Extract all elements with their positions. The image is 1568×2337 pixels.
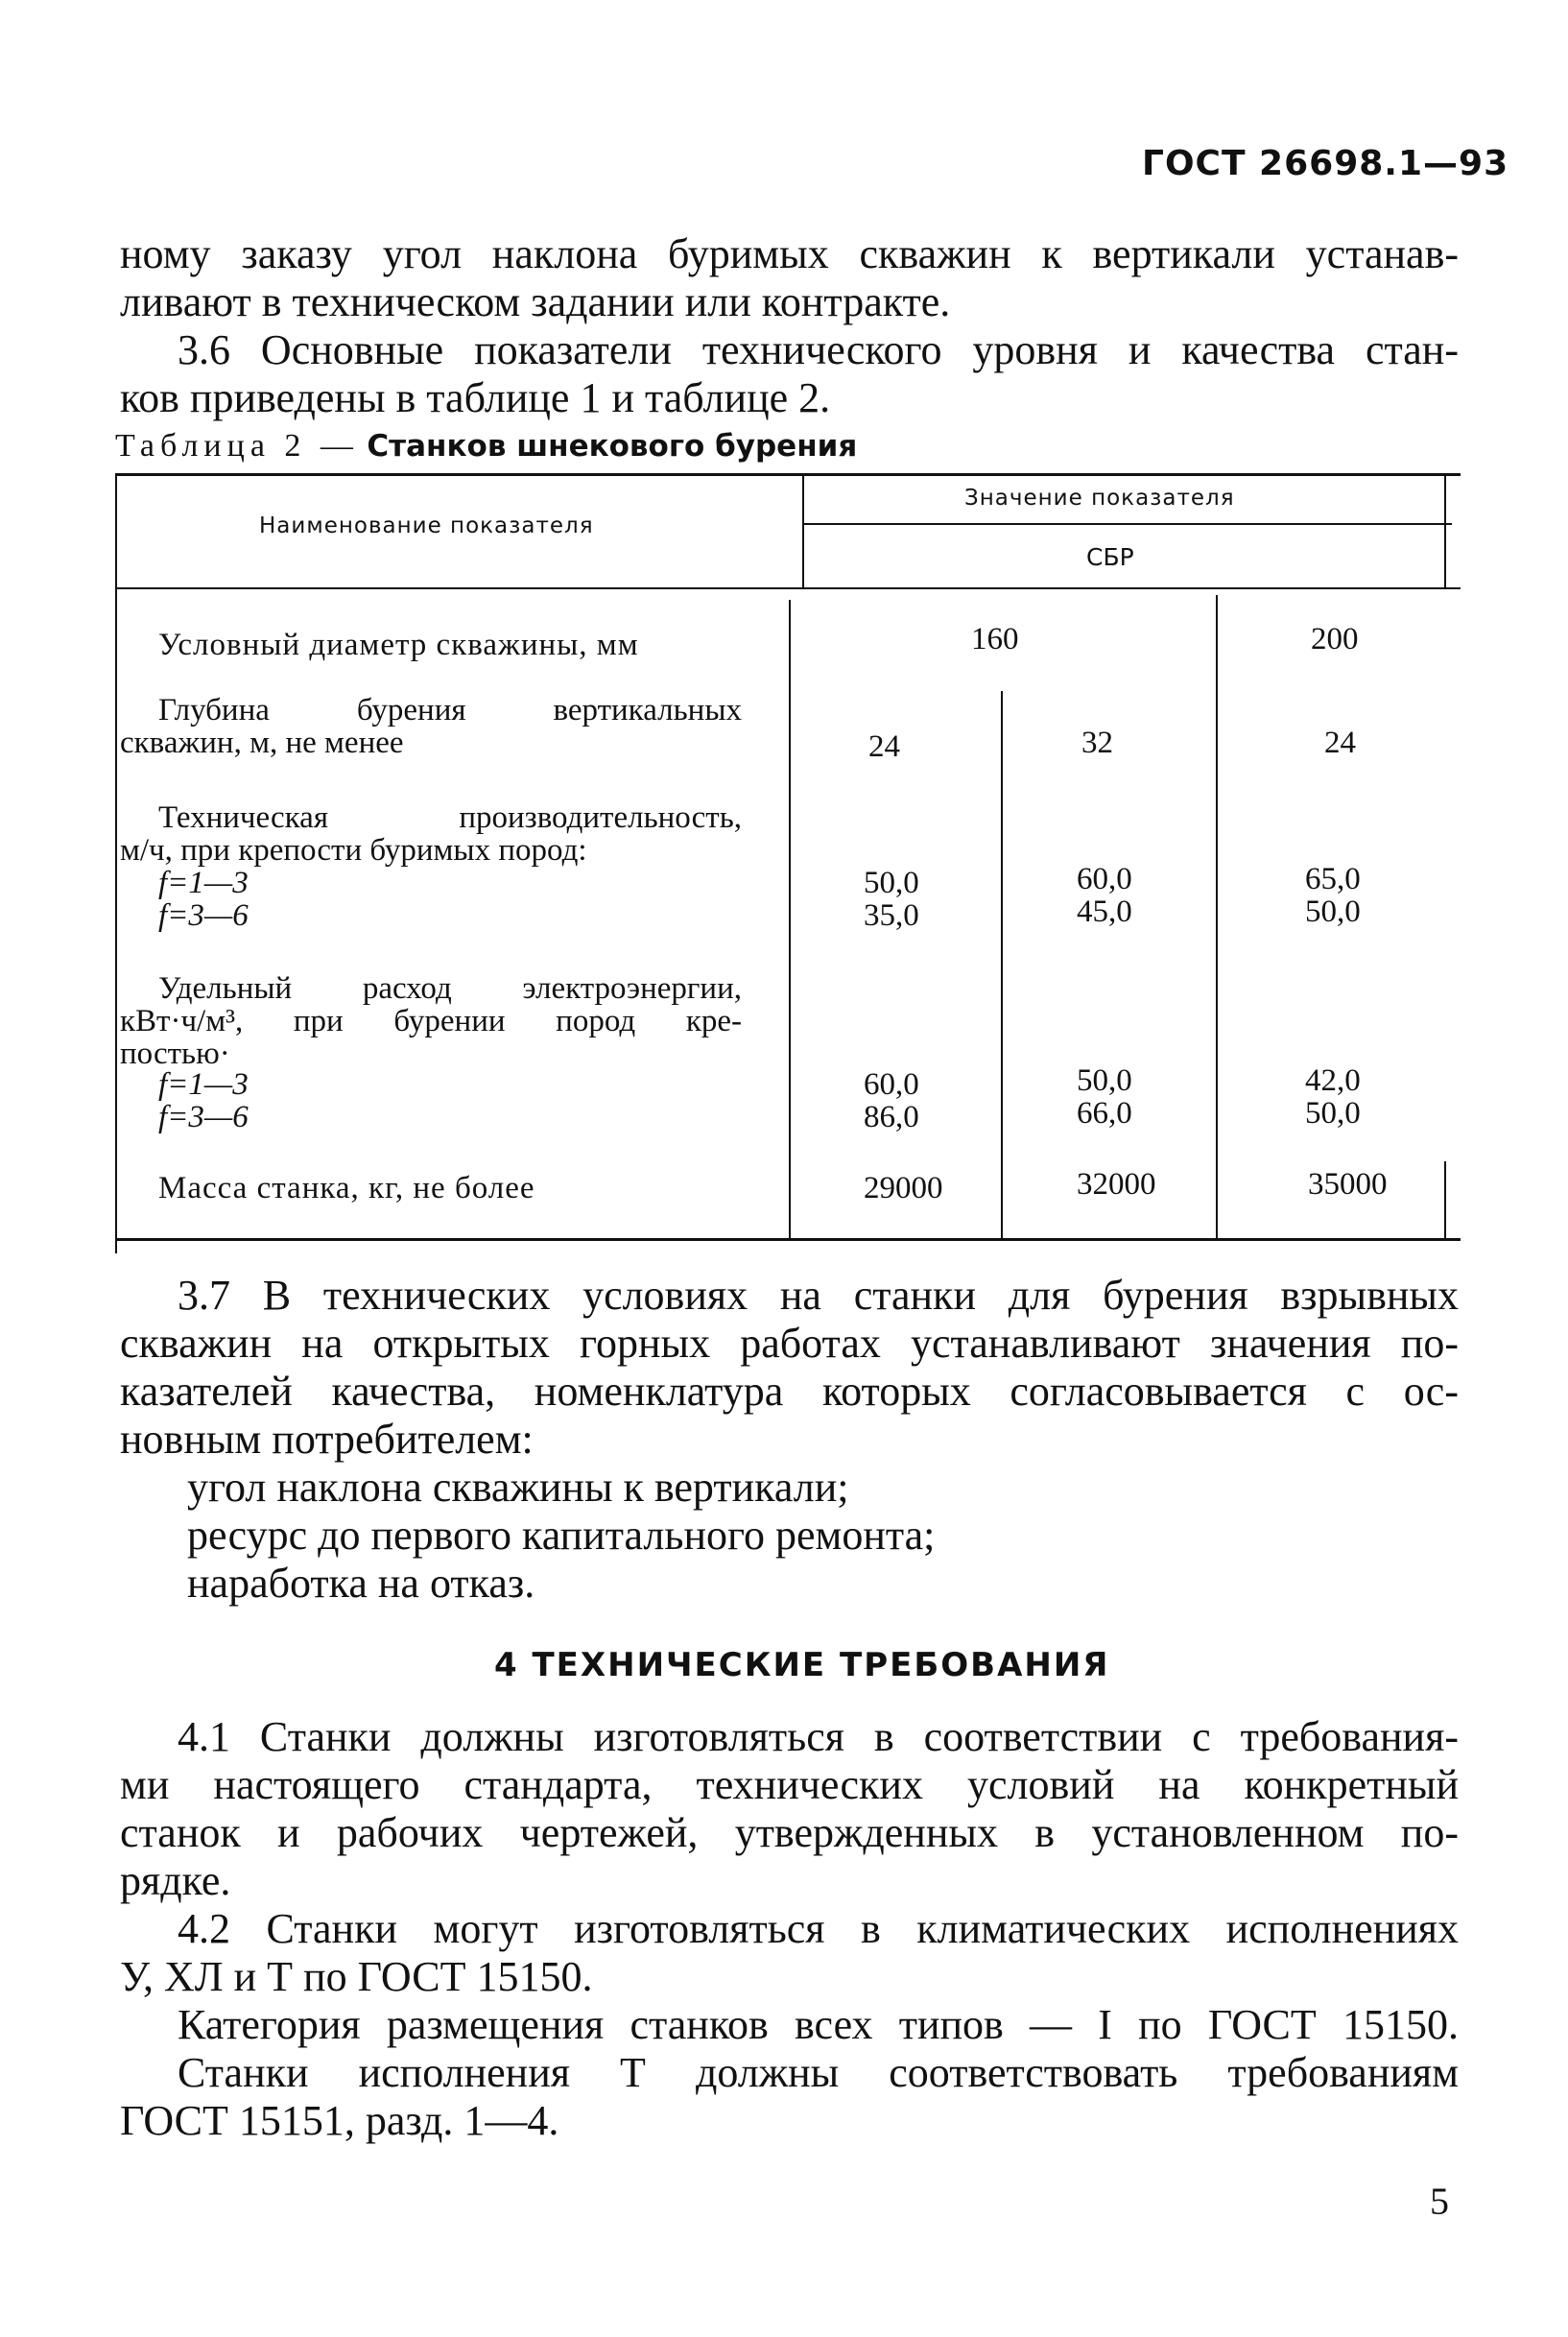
table-caption-title: Станков шнекового бурения	[367, 429, 858, 464]
row-energy-label-4: f=1—3	[158, 1067, 249, 1102]
p41-line-3: станок и рабочих чертежей, утвержденных в установленном по-	[120, 1809, 1459, 1856]
row-mass-label: Масса станка, кг, не более	[158, 1171, 535, 1205]
row-energy-label-5: f=3—6	[158, 1100, 249, 1134]
table-col-divider-1	[1001, 691, 1003, 1238]
row-productivity-value-a2: 60,0	[1077, 862, 1132, 896]
section37-line-2: скважин на открытых горных работах устанавливают значения по-	[120, 1320, 1459, 1367]
row-productivity-label-1: Техническая производительность,	[158, 800, 742, 835]
row-productivity-value-a3: 65,0	[1305, 862, 1361, 896]
row-energy-value-a1: 60,0	[864, 1067, 919, 1102]
row-energy-value-a3: 42,0	[1305, 1063, 1361, 1098]
intro-line-3: 3.6 Основные показатели технического уровня и качества стан-	[178, 326, 1459, 373]
row-mass-value-1: 29000	[864, 1171, 943, 1205]
list-item-resource: ресурс до первого капитального ремонта;	[187, 1512, 936, 1559]
row-diameter-value-200: 200	[1311, 622, 1359, 656]
row-productivity-value-b2: 45,0	[1077, 894, 1132, 929]
intro-line-4: ков приведены в таблице 1 и таблице 2.	[120, 374, 831, 421]
header-name-column: Наименование показателя	[259, 513, 594, 538]
row-depth-value-3: 24	[1324, 726, 1356, 760]
table-col-divider-2	[1216, 595, 1218, 1238]
row-energy-value-b2: 66,0	[1077, 1096, 1132, 1131]
table-right-border-body	[1444, 1161, 1446, 1238]
row-energy-label-3: постью·	[120, 1037, 230, 1071]
row-diameter-label: Условный диаметр скважины, мм	[158, 628, 639, 662]
row-depth-value-2: 32	[1081, 726, 1113, 760]
row-energy-label-2: кВт·ч/м³, при бурении пород кре-	[120, 1004, 742, 1038]
row-depth-label-1: Глубина бурения вертикальных	[158, 693, 742, 727]
header-value-group: Значение показателя	[964, 486, 1235, 511]
row-productivity-value-a1: 50,0	[864, 866, 919, 900]
section37-line-1: 3.7 В технических условиях на станки для бурения взрывных	[178, 1272, 1459, 1319]
table-left-border	[115, 476, 117, 1253]
intro-line-1: ному заказу угол наклона буримых скважин к вертикали устанав-	[120, 230, 1459, 277]
row-energy-value-b1: 86,0	[864, 1100, 919, 1134]
table-top-rule	[115, 473, 1461, 476]
row-mass-value-2: 32000	[1077, 1167, 1156, 1202]
p42-line-2: У, ХЛ и Т по ГОСТ 15150.	[120, 1953, 593, 2000]
page-number: 5	[1430, 2180, 1449, 2223]
row-depth-label-2: скважин, м, не менее	[120, 726, 404, 760]
table-caption	[115, 428, 857, 465]
row-productivity-value-b1: 35,0	[864, 898, 919, 933]
section37-line-3: казателей качества, номенклатура которых согласовывается с ос-	[120, 1368, 1459, 1415]
list-item-angle: угол наклона скважины к вертикали;	[187, 1464, 849, 1511]
row-productivity-label-4: f=3—6	[158, 898, 249, 933]
intro-line-2: ливают в техническом задании или контракте.	[120, 278, 951, 325]
row-energy-value-a2: 50,0	[1077, 1063, 1132, 1098]
table-caption-prefix: Таблица 2 —	[115, 428, 359, 464]
row-productivity-value-b3: 50,0	[1305, 894, 1361, 929]
p41-line-2: ми настоящего стандарта, технических условий на конкретный	[120, 1761, 1459, 1808]
row-energy-value-b3: 50,0	[1305, 1096, 1361, 1131]
p44-line-1: Станки исполнения Т должны соответствовать требованиям	[178, 2049, 1459, 2096]
p42-line-1: 4.2 Станки могут изготовляться в климатических исполнениях	[178, 1905, 1459, 1952]
header-model: СБР	[1086, 543, 1134, 571]
p44-line-2: ГОСТ 15151, разд. 1—4.	[120, 2097, 559, 2144]
table-right-border	[1444, 476, 1446, 587]
table-name-divider-body	[789, 600, 791, 1238]
section4-title: 4 ТЕХНИЧЕСКИЕ ТРЕБОВАНИЯ	[494, 1646, 1110, 1684]
row-depth-value-1: 24	[868, 729, 900, 764]
table-name-divider-head	[802, 476, 804, 587]
table-bottom-rule	[115, 1238, 1461, 1241]
table-header-rule	[115, 587, 1461, 589]
row-energy-label-1: Удельный расход электроэнергии,	[158, 971, 742, 1006]
table-group-rule	[804, 523, 1452, 525]
list-item-mtbf: наработка на отказ.	[187, 1560, 535, 1607]
section37-line-4: новным потребителем:	[120, 1416, 534, 1463]
p43-line: Категория размещения станков всех типов — I по ГОСТ 15150.	[178, 2001, 1459, 2048]
document-id: ГОСТ 26698.1—93	[1142, 144, 1509, 183]
p41-line-4: рядке.	[120, 1857, 231, 1904]
row-productivity-label-2: м/ч, при крепости буримых пород:	[120, 833, 587, 868]
p41-line-1: 4.1 Станки должны изготовляться в соответствии с требования-	[178, 1713, 1459, 1760]
row-productivity-label-3: f=1—3	[158, 866, 249, 900]
row-mass-value-3: 35000	[1308, 1167, 1388, 1202]
row-diameter-value-160: 160	[971, 622, 1019, 656]
